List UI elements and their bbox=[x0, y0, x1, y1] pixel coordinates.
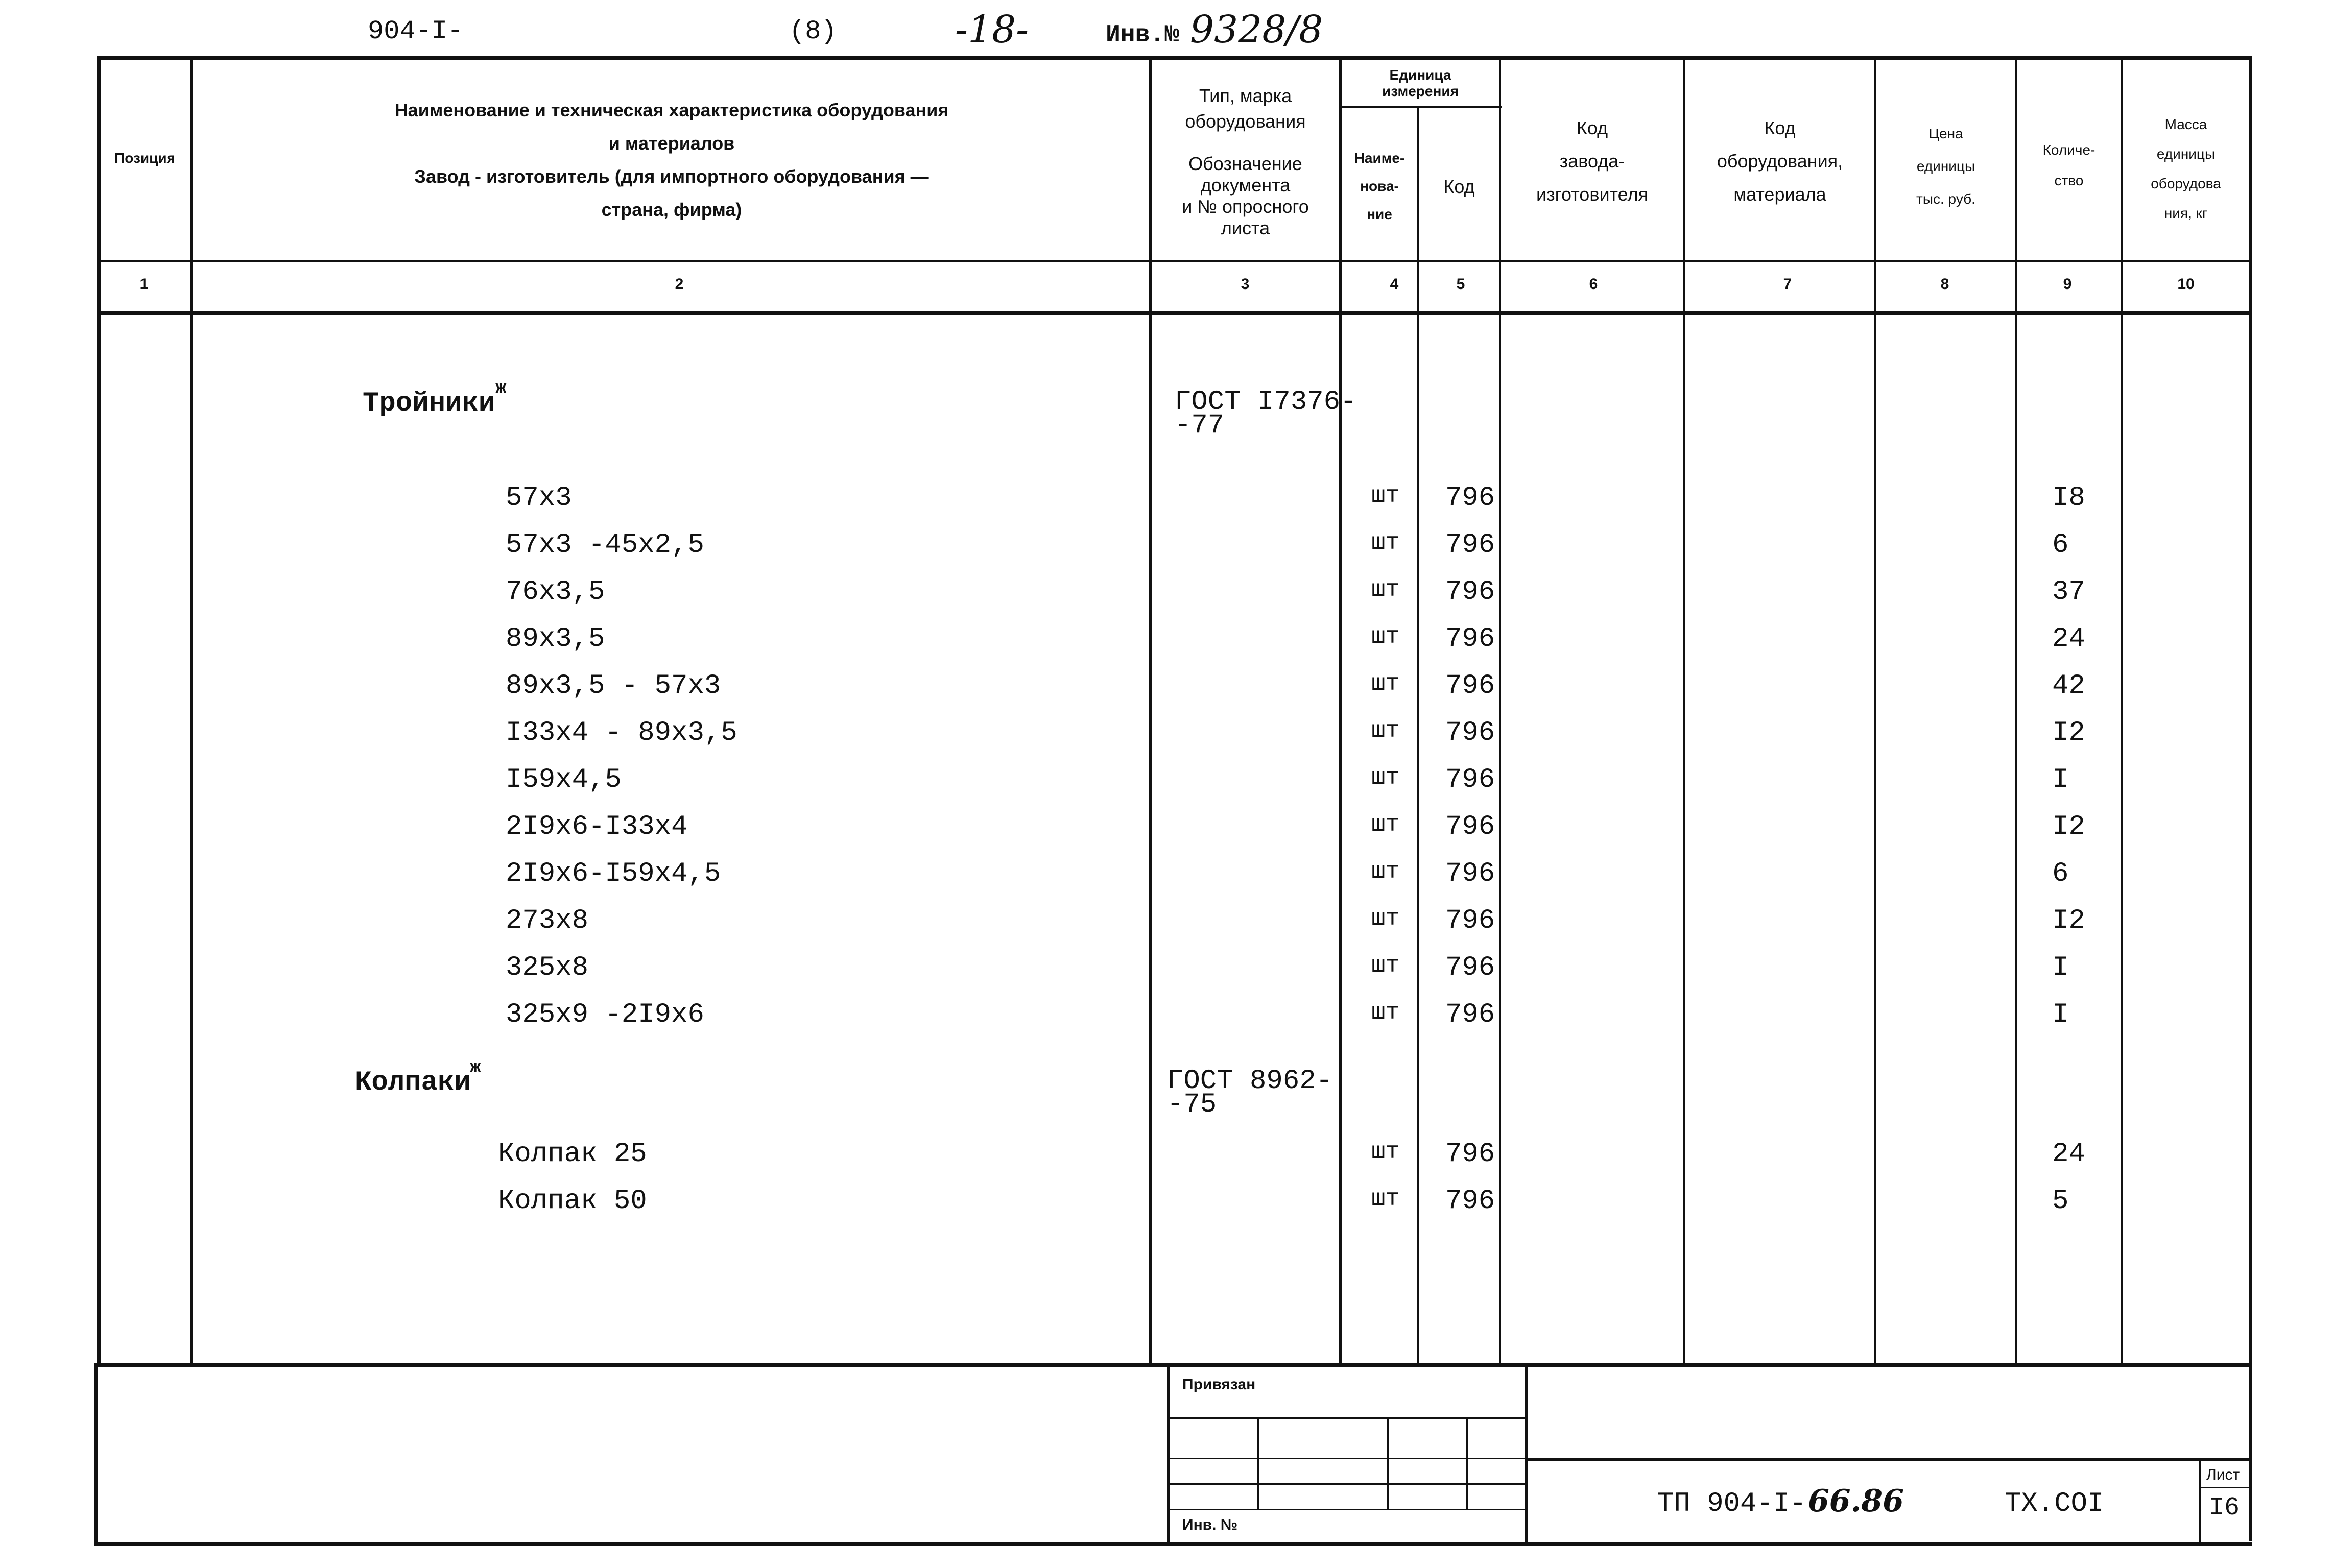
header-mass-line3: оборудова bbox=[2151, 176, 2221, 191]
item-unit: шт bbox=[1371, 764, 1400, 791]
colnum-6: 6 bbox=[1589, 276, 1598, 293]
page-number: -18- bbox=[955, 8, 1029, 52]
header-plant-code-line2: завода- bbox=[1559, 151, 1625, 172]
item-unit-code: 796 bbox=[1445, 764, 1495, 795]
item-unit-code: 796 bbox=[1445, 1139, 1495, 1170]
stamp-line-2 bbox=[1170, 1458, 1525, 1459]
item-unit-code: 796 bbox=[1445, 858, 1495, 889]
inventory-label: Инв.№ bbox=[1106, 21, 1180, 49]
item-unit: шт bbox=[1371, 1139, 1400, 1165]
header-unit-group-line1: Единица bbox=[1389, 67, 1451, 83]
frame-right bbox=[2249, 60, 2252, 1541]
header-type-line4: документа bbox=[1200, 175, 1291, 196]
item-quantity: I bbox=[2052, 999, 2069, 1030]
stamp-sheet-number: I6 bbox=[2209, 1493, 2240, 1523]
item-unit-code: 796 bbox=[1445, 952, 1495, 983]
col-line-5 bbox=[1499, 56, 1501, 1366]
sheet-mark: (8) bbox=[789, 16, 837, 46]
item-name: I59x4,5 bbox=[506, 764, 622, 795]
item-quantity: I bbox=[2052, 764, 2069, 795]
header-type-line5: и № опросного bbox=[1182, 196, 1309, 217]
header-unit-name-line3: ние bbox=[1367, 206, 1392, 222]
colnum-8: 8 bbox=[1940, 276, 1949, 293]
col-line-1 bbox=[190, 56, 193, 1366]
inventory-number: 9328/8 bbox=[1190, 8, 1323, 52]
colnum-10: 10 bbox=[2177, 276, 2195, 293]
stamp-vline-2 bbox=[1387, 1418, 1389, 1509]
stamp-doc-hand: 66.86 bbox=[1808, 1483, 1904, 1519]
stamp-mid-border bbox=[1525, 1363, 1528, 1545]
header-type-line3: Обозначение bbox=[1188, 153, 1302, 174]
col-line-4 bbox=[1417, 106, 1419, 1366]
col-line-8 bbox=[2015, 56, 2017, 1366]
frame-left bbox=[97, 56, 101, 1363]
colnum-2: 2 bbox=[675, 276, 684, 293]
stamp-doc-prefix: ТП 904-I- bbox=[1657, 1488, 1806, 1519]
header-position: Позиция bbox=[114, 150, 175, 166]
item-unit-code: 796 bbox=[1445, 811, 1495, 842]
item-unit: шт bbox=[1371, 811, 1400, 838]
header-type-line6: листа bbox=[1221, 218, 1270, 238]
group-doc-caps-line1: ГОСТ 8962- bbox=[1167, 1066, 1333, 1097]
group-mark-caps: ж bbox=[470, 1057, 481, 1078]
stamp-inv-no: Инв. № bbox=[1182, 1516, 1238, 1533]
header-price-line2: единицы bbox=[1916, 158, 1975, 174]
item-name: 89x3,5 bbox=[506, 623, 605, 655]
group-doc-tees-line1: ГОСТ I7376- bbox=[1175, 387, 1357, 418]
col-line-9 bbox=[2121, 56, 2123, 1366]
item-quantity: I8 bbox=[2052, 483, 2085, 514]
item-name: 57x3 -45x2,5 bbox=[506, 529, 704, 561]
item-unit-code: 796 bbox=[1445, 576, 1495, 608]
col-line-3 bbox=[1339, 56, 1342, 1366]
item-unit: шт bbox=[1371, 999, 1400, 1026]
item-quantity: I2 bbox=[2052, 905, 2085, 936]
item-unit: шт bbox=[1371, 576, 1400, 603]
header-equipment-code-line2: оборудования, bbox=[1717, 151, 1843, 172]
header-quantity-line2: ство bbox=[2054, 173, 2084, 188]
item-name: 76x3,5 bbox=[506, 576, 605, 608]
item-unit: шт bbox=[1371, 1186, 1400, 1212]
item-name: 325x8 bbox=[506, 952, 589, 983]
item-unit-code: 796 bbox=[1445, 717, 1495, 749]
item-name: 325x9 -2I9x6 bbox=[506, 999, 704, 1030]
item-unit: шт bbox=[1371, 717, 1400, 744]
group-doc-tees-line2: -77 bbox=[1175, 410, 1225, 441]
item-name: Колпак 25 bbox=[498, 1139, 647, 1170]
item-name: 2I9x6-I33x4 bbox=[506, 811, 688, 842]
item-name: I33x4 - 89x3,5 bbox=[506, 717, 737, 749]
stamp-sheet-label: Лист bbox=[2206, 1466, 2240, 1483]
group-title-tees: Тройники bbox=[363, 388, 495, 419]
item-name: 89x3,5 - 57x3 bbox=[506, 670, 721, 702]
stamp-vline-3 bbox=[1466, 1418, 1468, 1509]
item-quantity: I bbox=[2052, 952, 2069, 983]
colnum-divider bbox=[97, 311, 2252, 315]
item-unit-code: 796 bbox=[1445, 670, 1495, 702]
frame-bottom bbox=[94, 1542, 2252, 1546]
header-name-line2: и материалов bbox=[608, 133, 735, 154]
stamp-line-1 bbox=[1170, 1417, 1525, 1419]
item-unit-code: 796 bbox=[1445, 905, 1495, 936]
header-name-line4: страна, фирма) bbox=[601, 199, 742, 220]
header-type-line1: Тип, марка bbox=[1199, 85, 1292, 106]
item-quantity: 24 bbox=[2052, 1139, 2085, 1170]
header-plant-code-line3: изготовителя bbox=[1536, 184, 1648, 205]
item-unit: шт bbox=[1371, 670, 1400, 697]
stamp-vline-1 bbox=[1257, 1418, 1259, 1509]
item-unit: шт bbox=[1371, 858, 1400, 885]
item-unit-code: 796 bbox=[1445, 483, 1495, 514]
col-line-2 bbox=[1149, 56, 1152, 1366]
frame-body-bottom bbox=[94, 1363, 2252, 1367]
item-quantity: 6 bbox=[2052, 529, 2069, 561]
colnum-4: 4 bbox=[1390, 276, 1399, 293]
item-unit-code: 796 bbox=[1445, 529, 1495, 561]
item-unit: шт bbox=[1371, 905, 1400, 932]
stamp-sheet-hline bbox=[2201, 1487, 2250, 1488]
item-unit: шт bbox=[1371, 529, 1400, 556]
item-unit: шт bbox=[1371, 952, 1400, 979]
header-mass-line2: единицы bbox=[2156, 146, 2216, 162]
group-title-caps: Колпаки bbox=[355, 1067, 471, 1098]
col-line-6 bbox=[1683, 56, 1685, 1366]
stamp-sheet-vline bbox=[2199, 1461, 2201, 1542]
colnum-1: 1 bbox=[139, 276, 149, 293]
item-quantity: 6 bbox=[2052, 858, 2069, 889]
stamp-privyazan: Привязан bbox=[1182, 1376, 1256, 1393]
header-price-line3: тыс. руб. bbox=[1916, 191, 1975, 207]
header-type-line2: оборудования bbox=[1185, 111, 1306, 132]
header-name-line1: Наименование и техническая характеристика оборудования bbox=[394, 100, 949, 120]
item-name: 273x8 bbox=[506, 905, 589, 936]
frame-left-lower bbox=[94, 1363, 98, 1545]
stamp-line-4 bbox=[1170, 1509, 1525, 1510]
item-unit-code: 796 bbox=[1445, 623, 1495, 655]
item-quantity: 42 bbox=[2052, 670, 2085, 702]
header-mass-line1: Масса bbox=[2164, 116, 2207, 132]
item-quantity: 24 bbox=[2052, 623, 2085, 655]
group-mark-tees: ж bbox=[495, 378, 507, 399]
stamp-right-divider bbox=[1528, 1458, 2250, 1461]
item-quantity: I2 bbox=[2052, 811, 2085, 842]
header-price-line1: Цена bbox=[1928, 126, 1963, 141]
header-mass-line4: ния, кг bbox=[2164, 205, 2208, 221]
header-equipment-code-line1: Код bbox=[1764, 117, 1796, 138]
item-quantity: 37 bbox=[2052, 576, 2085, 608]
item-quantity: 5 bbox=[2052, 1186, 2069, 1217]
colnum-5: 5 bbox=[1456, 276, 1465, 293]
colnum-3: 3 bbox=[1241, 276, 1250, 293]
item-unit-code: 796 bbox=[1445, 999, 1495, 1030]
stamp-left-border bbox=[1167, 1363, 1170, 1545]
item-name: Колпак 50 bbox=[498, 1186, 647, 1217]
group-doc-caps-line2: -75 bbox=[1167, 1089, 1217, 1120]
header-name-line3: Завод - изготовитель (для импортного оборудования — bbox=[414, 166, 929, 187]
item-name: 2I9x6-I59x4,5 bbox=[506, 858, 721, 889]
unit-group-divider bbox=[1341, 106, 1502, 108]
doc-code: 904-I- bbox=[368, 16, 464, 46]
col-line-7 bbox=[1874, 56, 1876, 1366]
colnum-7: 7 bbox=[1783, 276, 1792, 293]
header-unit-name-line2: нова- bbox=[1360, 178, 1399, 194]
header-equipment-code-line3: материала bbox=[1733, 184, 1826, 205]
header-plant-code-line1: Код bbox=[1576, 117, 1608, 138]
header-divider bbox=[97, 260, 2252, 262]
item-name: 57x3 bbox=[506, 483, 572, 514]
item-quantity: I2 bbox=[2052, 717, 2085, 749]
frame-top bbox=[97, 56, 2252, 60]
stamp-doc-suffix: ТХ.СОI bbox=[2005, 1488, 2104, 1519]
stamp-line-3 bbox=[1170, 1483, 1525, 1485]
header-unit-name-line1: Наиме- bbox=[1354, 150, 1405, 166]
header-unit-code: Код bbox=[1443, 176, 1475, 197]
colnum-9: 9 bbox=[2063, 276, 2072, 293]
item-unit: шт bbox=[1371, 623, 1400, 650]
header-quantity-line1: Количе- bbox=[2042, 142, 2095, 158]
item-unit-code: 796 bbox=[1445, 1186, 1495, 1217]
header-unit-group-line2: измерения bbox=[1382, 83, 1459, 99]
item-unit: шт bbox=[1371, 483, 1400, 509]
